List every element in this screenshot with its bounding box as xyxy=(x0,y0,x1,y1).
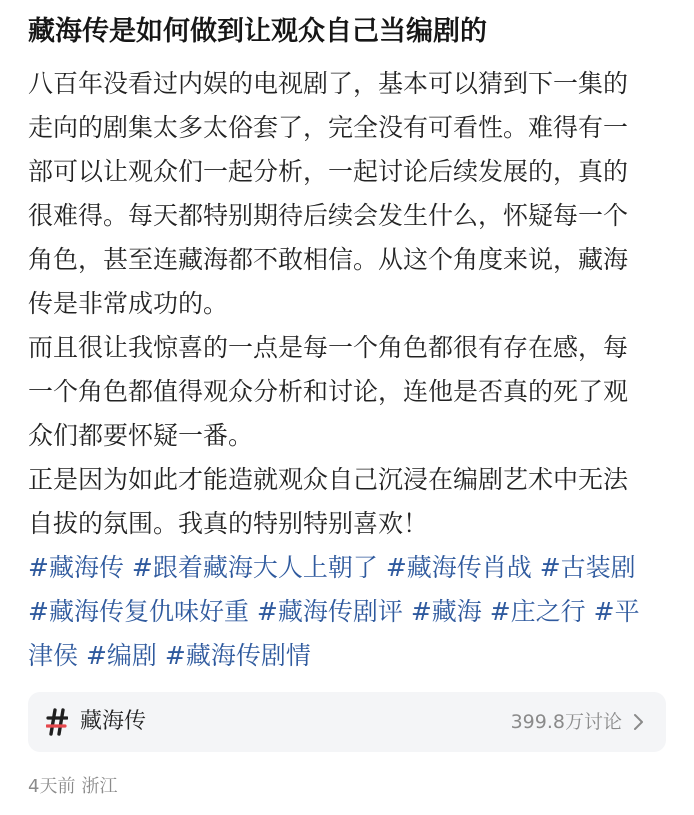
text-line: 正是因为如此才能造就观众自己沉浸在编剧艺术中无法 xyxy=(28,465,629,494)
hashtag-link[interactable]: #藏海传剧评 xyxy=(256,597,403,626)
hashtag-link[interactable]: #藏海 xyxy=(410,597,482,626)
topic-card[interactable] xyxy=(28,692,666,752)
hashtag-list xyxy=(28,546,668,678)
text-line: 传是非常成功的。 xyxy=(28,289,229,318)
text-line: 自拔的氛围。我真的特别特别喜欢！ xyxy=(28,509,429,538)
topic-discussion-count: 399.8万讨论 xyxy=(510,711,622,733)
chevron-right-icon xyxy=(632,712,644,732)
post-location: 浙江 xyxy=(81,776,118,797)
hashtag-link[interactable]: #编剧 xyxy=(85,641,157,670)
hashtag-icon xyxy=(46,707,68,737)
hashtag-line xyxy=(28,590,668,634)
post-time: 4天前 xyxy=(28,776,76,797)
post-body xyxy=(28,62,668,678)
text-line: 一个角色都值得观众分析和讨论，连他是否真的死了观 xyxy=(28,377,629,406)
text-line: 而且很让我惊喜的一点是每一个角色都很有存在感，每 xyxy=(28,333,629,362)
hashtag-link-part[interactable]: 津侯 xyxy=(28,641,79,670)
text-line: 部可以让观众们一起分析，一起讨论后续发展的，真的 xyxy=(28,157,629,186)
text-line: 角色，甚至连藏海都不敢相信。从这个角度来说，藏海 xyxy=(28,245,629,274)
post-title: 藏海传是如何做到让观众自己当编剧的 xyxy=(28,16,487,47)
text-line: 八百年没看过内娱的电视剧了，基本可以猜到下一集的 xyxy=(28,69,629,98)
hashtag-link-part[interactable]: #平 xyxy=(593,597,640,626)
hashtag-link[interactable]: #藏海传复仇味好重 xyxy=(28,597,249,626)
post-paragraph-2 xyxy=(28,326,668,458)
hashtag-link[interactable]: #跟着藏海大人上朝了 xyxy=(131,553,378,582)
hashtag-link[interactable]: #藏海传 xyxy=(28,553,124,582)
hashtag-line xyxy=(28,546,668,590)
post-paragraph-1 xyxy=(28,62,668,326)
hashtag-link[interactable]: #藏海传剧情 xyxy=(164,641,311,670)
text-line: 众们都要怀疑一番。 xyxy=(28,421,254,450)
hashtag-link[interactable]: #庄之行 xyxy=(489,597,586,626)
post-paragraph-3 xyxy=(28,458,668,546)
text-line: 走向的剧集太多太俗套了，完全没有可看性。难得有一 xyxy=(28,113,629,142)
post-meta xyxy=(28,772,117,802)
hashtag-link[interactable]: #藏海传肖战 xyxy=(385,553,532,582)
hashtag-link[interactable]: #古装剧 xyxy=(539,553,636,582)
topic-name: 藏海传 xyxy=(80,709,147,734)
text-line: 很难得。每天都特别期待后续会发生什么，怀疑每一个 xyxy=(28,201,629,230)
hashtag-line xyxy=(28,634,668,678)
